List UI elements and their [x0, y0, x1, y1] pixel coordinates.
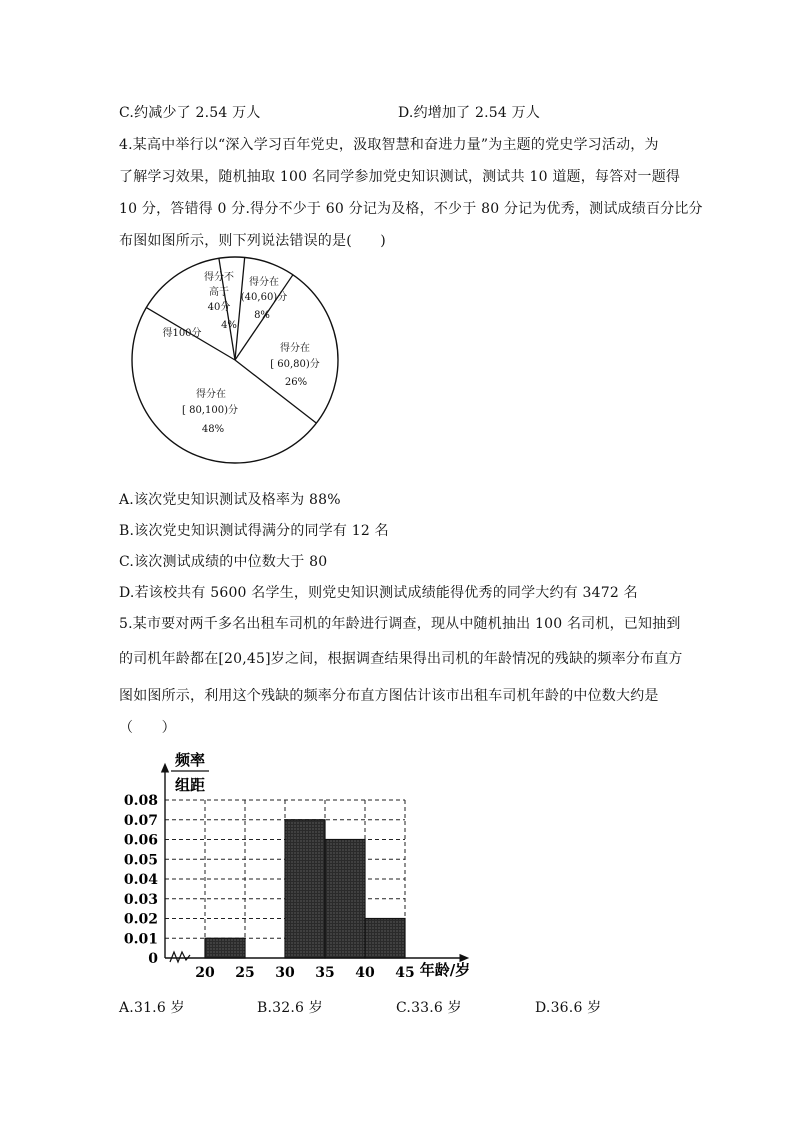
q4-option-b: B.该次党史知识测试得满分的同学有 12 名	[119, 523, 389, 539]
q5-stem-line: 的司机年龄都在[20,45]岁之间，根据调查结果得出司机的年龄情况的残缺的频率分布直方	[119, 651, 683, 667]
y-label-bottom: 组距	[174, 776, 206, 794]
q5-option-c: C.33.6 岁	[396, 1000, 462, 1016]
q4-stem-line: 了解学习效果，随机抽取 100 名同学参加党史知识测试，测试共 10 道题，每答对一题得	[119, 169, 681, 185]
pie-label-c-line1: 得分在	[280, 343, 310, 354]
y-tick-label: 0.05	[123, 852, 158, 869]
y-tick-label: 0.07	[123, 812, 158, 829]
histogram-bar	[285, 820, 325, 958]
pie-label-a-line2: 高于	[209, 287, 229, 298]
y-tick-label: 0.04	[123, 872, 158, 888]
q4-stem-line: 10 分，答错得 0 分.得分不少于 60 分记为及格，不少于 80 分记为优秀，测试成绩百分比分	[119, 201, 703, 217]
pie-label-a-pct: 4%	[221, 320, 237, 331]
pie-label-e-line1: 得100分	[162, 328, 202, 339]
q4-option-a: A.该次党史知识测试及格率为 88%	[119, 492, 341, 508]
y-tick-label: 0.01	[123, 931, 158, 948]
x-tick-label: 35	[315, 965, 335, 981]
histogram-bar	[205, 938, 245, 958]
histogram-bar	[325, 840, 365, 959]
x-axis-label: 年龄/岁	[419, 961, 471, 979]
pie-label-c-line2: [ 60,80)分	[270, 359, 320, 370]
y-tick-label: 0.06	[123, 832, 158, 849]
q5-option-a: A.31.6 岁	[119, 1000, 185, 1016]
q3-option-c: C.约减少了 2.54 万人	[119, 105, 261, 121]
score-pie-chart	[125, 252, 345, 472]
pie-label-b-pct: 8%	[254, 310, 270, 321]
pie-label-a-line3: 40分	[207, 302, 231, 313]
y-tick-label: 0.03	[123, 891, 158, 908]
q5-stem-line: （ ）	[119, 720, 176, 736]
y-tick-label: 0.08	[123, 793, 158, 809]
q5-stem-line: 图如图所示，利用这个残缺的频率分布直方图估计该市出租车司机年龄的中位数大约是	[119, 688, 659, 704]
x-tick-label: 45	[395, 965, 415, 981]
pie-label-c-pct: 26%	[284, 377, 308, 388]
q5-option-d: D.36.6 岁	[535, 1000, 602, 1016]
q4-stem-line: 4.某高中举行以“深入学习百年党史，汲取智慧和奋进力量”为主题的党史学习活动，为	[119, 137, 659, 153]
pie-label-b-line2: (40,60)分	[240, 292, 288, 303]
pie-label-a-line1: 得分不	[204, 272, 234, 283]
y-tick-label: 0.02	[123, 911, 158, 928]
pie-label-d-line1: 得分在	[196, 389, 226, 400]
age-histogram	[120, 745, 480, 985]
y-label-top: 频率	[174, 751, 206, 769]
q5-stem-line: 5.某市要对两千多名出租车司机的年龄进行调查，现从中随机抽出 100 名司机，已知抽到	[119, 616, 681, 632]
histogram-bar	[365, 919, 405, 959]
q4-option-d: D.若该校共有 5600 名学生，则党史知识测试成绩能得优秀的同学大约有 3472 名	[119, 585, 638, 601]
x-tick-label: 25	[235, 965, 255, 981]
q4-stem-line: 布图如图所示，则下列说法错误的是( )	[119, 233, 386, 249]
q5-option-b: B.32.6 岁	[257, 1000, 323, 1016]
x-tick-label: 20	[195, 965, 215, 981]
x-tick-label: 30	[275, 965, 295, 981]
pie-label-d-line2: [ 80,100)分	[182, 405, 238, 416]
pie-label-b-line1: 得分在	[249, 277, 279, 288]
q4-option-c: C.该次测试成绩的中位数大于 80	[119, 554, 328, 570]
y-tick-label: 0	[148, 951, 158, 967]
q3-option-d: D.约增加了 2.54 万人	[398, 105, 541, 121]
x-tick-label: 40	[355, 965, 375, 981]
axis-break	[170, 952, 190, 962]
pie-label-d-pct: 48%	[201, 424, 225, 435]
